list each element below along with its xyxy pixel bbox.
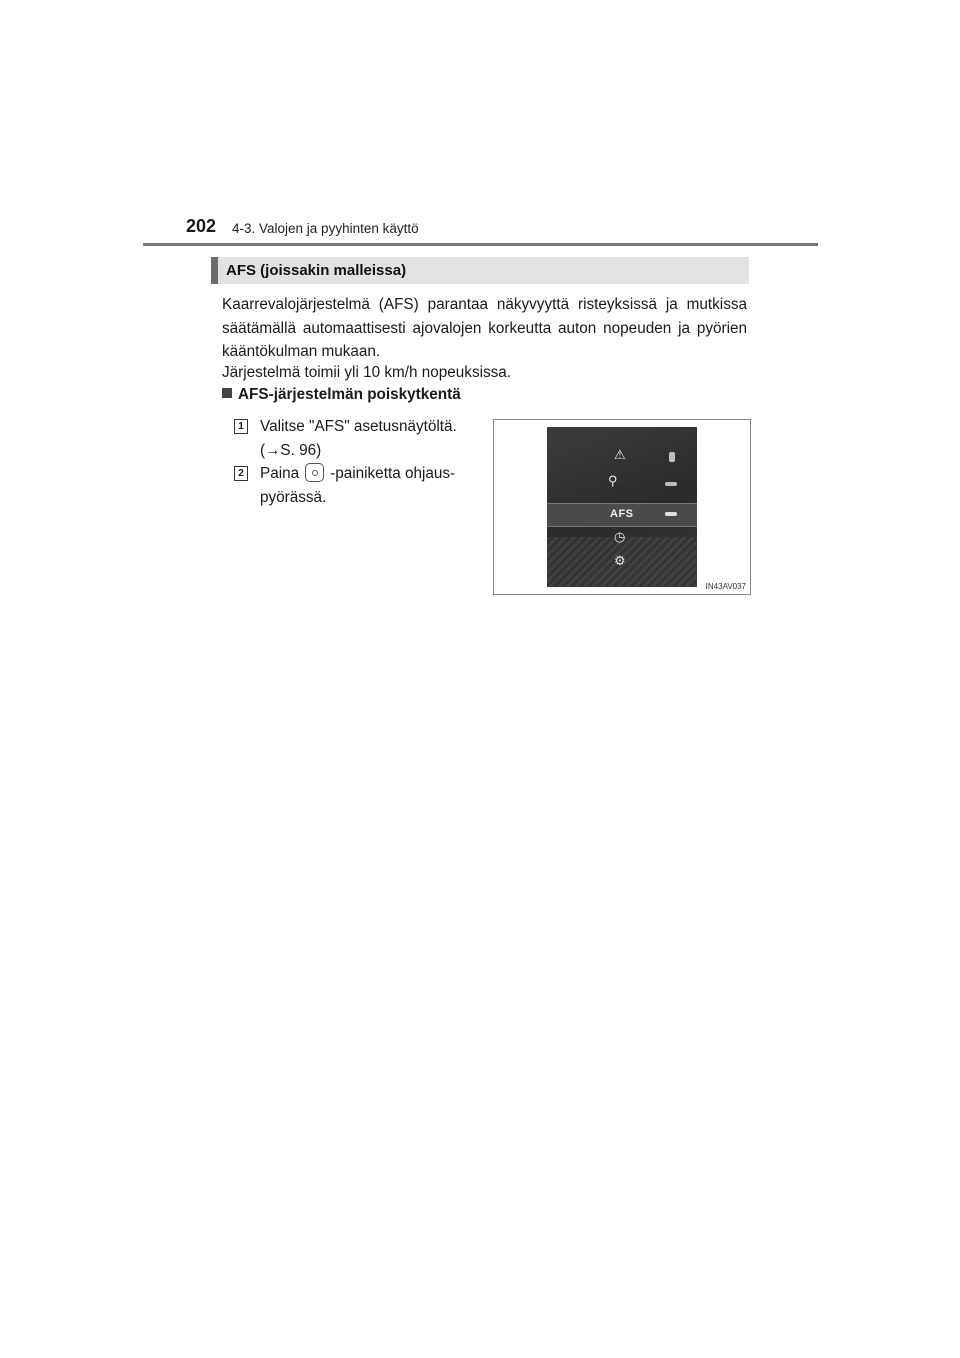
afs-menu-label: AFS	[610, 508, 634, 520]
intro-paragraph: Kaarrevalojärjestelmä (AFS) parantaa näkyvyyttä risteyksissä ja mutkissa säätämällä automaattisesti ajovalojen korkeutta auton nopeuden ja pyörien kääntökulman mukaan.	[222, 296, 747, 360]
step-number: 2	[234, 466, 248, 481]
menu-row	[547, 473, 697, 495]
step-2-text	[260, 462, 475, 509]
chapter-title: 4-3. Valojen ja pyyhinten käyttö	[232, 221, 419, 236]
status-indicator	[665, 482, 677, 486]
header-rule	[143, 243, 818, 246]
lane-assist-icon: ⚠	[614, 447, 626, 462]
menu-row	[547, 529, 697, 551]
menu-row	[547, 447, 697, 469]
step-2-after: -painiketta ohjaus-	[330, 465, 456, 482]
step-1-text	[260, 415, 475, 462]
page-number: 202	[186, 216, 217, 236]
section-heading-bar	[211, 257, 218, 284]
step-2-line2: pyörässä.	[260, 488, 327, 506]
step-1-line2: (→S. 96)	[260, 441, 322, 459]
steering-switch-button-icon	[305, 463, 324, 482]
step-2-before: Paina	[260, 465, 300, 482]
settings-screen-figure	[493, 419, 751, 595]
clock-icon: ◷	[614, 529, 626, 544]
step-2-line1	[260, 462, 475, 486]
menu-row-selected	[547, 503, 697, 527]
figure-code: IN43AV037	[705, 582, 746, 591]
subsection-heading	[222, 386, 461, 404]
status-indicator	[665, 512, 677, 516]
status-indicator	[669, 452, 675, 462]
settings-icon: ⚙	[614, 553, 626, 568]
step-1-line1: Valitse "AFS" asetusnäytöltä.	[260, 418, 457, 435]
section-title: AFS (joissakin malleissa)	[226, 262, 407, 279]
vehicle-icon: ⚲	[608, 473, 618, 488]
step-number: 1	[234, 419, 248, 434]
display-screen	[547, 427, 697, 587]
square-bullet-icon	[222, 388, 232, 398]
section-heading	[211, 257, 749, 284]
menu-row	[547, 553, 697, 575]
subsection-title: AFS-järjestelmän poiskytkentä	[238, 386, 461, 403]
speed-paragraph: Järjestelmä toimii yli 10 km/h nopeuksissa.	[222, 364, 512, 381]
